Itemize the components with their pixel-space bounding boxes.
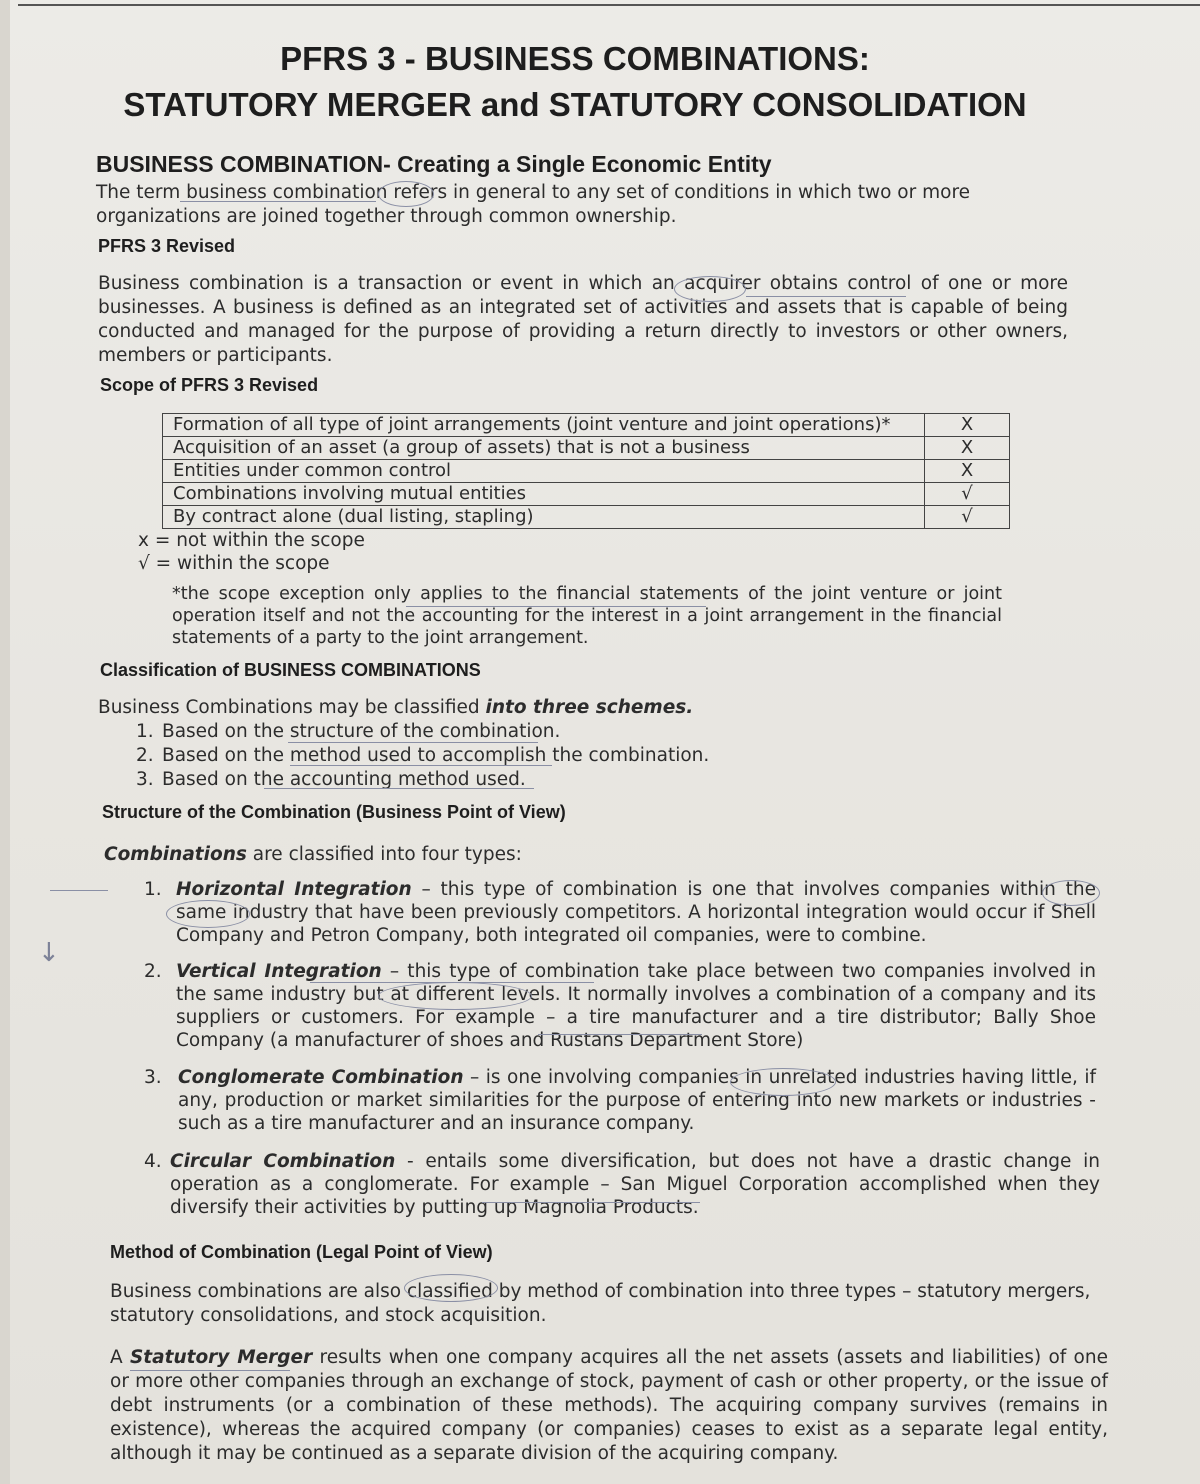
pen-underline	[746, 296, 906, 297]
table-row	[163, 506, 1010, 529]
list-item: 3. Based on the accounting method used.	[136, 769, 526, 790]
pen-circle	[674, 276, 746, 302]
pen-underline	[406, 606, 706, 607]
merger-paragraph: A Statutory Merger results when one company acquires all the net assets (assets and liabilities) of one or more other companies through an exchange of stock, payment of cash or other property, or the issue of debt instruments (or a combination of these methods). The acquiring company survives (remains in existence), whereas the acquired company (or companies) ceases to exist as a separate legal entity, although it may be continued as a separate division of the acquiring company.	[110, 1347, 1108, 1464]
pen-underline	[482, 1202, 700, 1203]
structure-heading: Structure of the Combination (Business Point of View)	[102, 802, 566, 822]
pen-circle	[378, 181, 434, 207]
list-item: 1. Based on the structure of the combination.	[136, 721, 561, 742]
scope-mark: X	[925, 414, 1010, 437]
pfrs-revised-paragraph: Business combination is a transaction or event in which an acquirer obtains control of one or more businesses. A business is defined as an integrated set of activities and assets that is capable of being conducted and managed for the purpose of providing a return directly to investors or other owners, members or participants.	[98, 273, 1068, 366]
table-row	[163, 460, 1010, 483]
top-rule	[18, 4, 1200, 6]
schemes-list	[136, 720, 936, 792]
pen-underline	[538, 1034, 702, 1035]
type-label: Horizontal Integration	[176, 879, 412, 900]
pen-underline	[130, 1370, 290, 1371]
pen-underline	[264, 788, 534, 789]
table-row	[163, 414, 1010, 437]
structure-intro-text: are classified into four types:	[246, 844, 522, 865]
scope-table	[162, 413, 1010, 529]
scope-item: Acquisition of an asset (a group of assets) that is not a business	[163, 437, 925, 460]
scope-mark: X	[925, 437, 1010, 460]
classification-intro	[98, 696, 998, 720]
title-line-1: PFRS 3 - BUSINESS COMBINATIONS:	[280, 40, 870, 77]
classification-intro-emphasis: into three schemes.	[485, 697, 694, 718]
list-item: 4. Circular Combination - entails some diversification, but does not have a drastic change in operation as a conglomerate. For example – San Miguel Corporation accomplished when they diversify their activities by putting up Magnolia Products.	[144, 1151, 1100, 1218]
scope-item: Formation of all type of joint arrangements (joint venture and joint operations)*	[163, 414, 925, 437]
scope-item: Combinations involving mutual entities	[163, 483, 925, 506]
title-line-2: STATUTORY MERGER and STATUTORY CONSOLIDATION	[123, 86, 1027, 123]
scope-item: Entities under common control	[163, 460, 925, 483]
scope-item: By contract alone (dual listing, stapling)	[163, 506, 925, 529]
scope-heading: Scope of PFRS 3 Revised	[100, 375, 319, 395]
pen-circle	[404, 1274, 498, 1302]
list-item: 1. Horizontal Integration – this type of combination is one that involves companies within the same industry that have been previously competitors. A horizontal integration would occur if Shell Company and Petron Company, both integrated oil companies, were to combine.	[144, 879, 1096, 946]
pen-underline	[180, 201, 376, 202]
structure-intro-bold: Combinations	[104, 844, 247, 865]
table-row	[163, 483, 1010, 506]
scope-mark: √	[925, 506, 1010, 529]
classification-heading: Classification of BUSINESS COMBINATIONS	[100, 660, 481, 680]
legend-not-in-scope: x = not within the scope	[138, 530, 365, 551]
classification-intro-text: Business Combinations may be classified	[98, 697, 486, 718]
list-item: 2. Based on the method used to accomplish the combination.	[136, 745, 710, 766]
down-arrow-icon: ↓	[38, 938, 60, 968]
table-row	[163, 437, 1010, 460]
intro-paragraph: The term business combination refers in general to any set of conditions in which two or more organizations are joined together through common ownership.	[96, 182, 971, 227]
scope-mark: X	[925, 460, 1010, 483]
type-label: Vertical Integration	[176, 961, 382, 982]
structure-intro	[104, 843, 522, 867]
type-label: Conglomerate Combination	[178, 1067, 464, 1088]
section-heading-business-combination: BUSINESS COMBINATION- Creating a Single Economic Entity	[96, 151, 772, 177]
type-label: Circular Combination	[170, 1151, 396, 1172]
pen-underline	[288, 742, 538, 743]
list-item: 3. Conglomerate Combination – is one involving companies in unrelated industries having little, if any, production or market similarities for the purpose of entering into new markets or industries - such as a tire manufacturer and an insurance company.	[144, 1067, 1096, 1134]
pen-circle	[166, 900, 250, 928]
method-heading: Method of Combination (Legal Point of View)	[110, 1242, 493, 1262]
pen-circle	[378, 982, 532, 1010]
method-paragraph: Business combinations are also classified by method of combination into three types – statutory mergers, statutory consolidations, and stock acquisition.	[110, 1281, 1091, 1326]
list-item: 2. Vertical Integration – this type of combination take place between two companies involved in the same industry but at different levels. It normally involves a combination of a company and its suppliers or customers. For example – a tire manufacturer and a tire distributor; Bally Shoe Company (a manufacturer of shoes and Rustans Department Store)	[144, 961, 1097, 1051]
merger-term: Statutory Merger	[129, 1347, 313, 1368]
pen-arrow-line	[50, 890, 108, 891]
pfrs-revised-heading: PFRS 3 Revised	[98, 236, 236, 256]
scope-mark: √	[925, 483, 1010, 506]
legend-in-scope: √ = within the scope	[138, 553, 330, 574]
scope-footnote: *the scope exception only applies to the financial statements of the joint venture or joint operation itself and not the accounting for the interest in a joint arrangement in the financial statements of a party to the joint arrangement.	[172, 584, 1002, 648]
pen-underline	[290, 765, 552, 766]
pen-circle	[730, 1068, 836, 1096]
pen-circle	[1042, 880, 1100, 906]
